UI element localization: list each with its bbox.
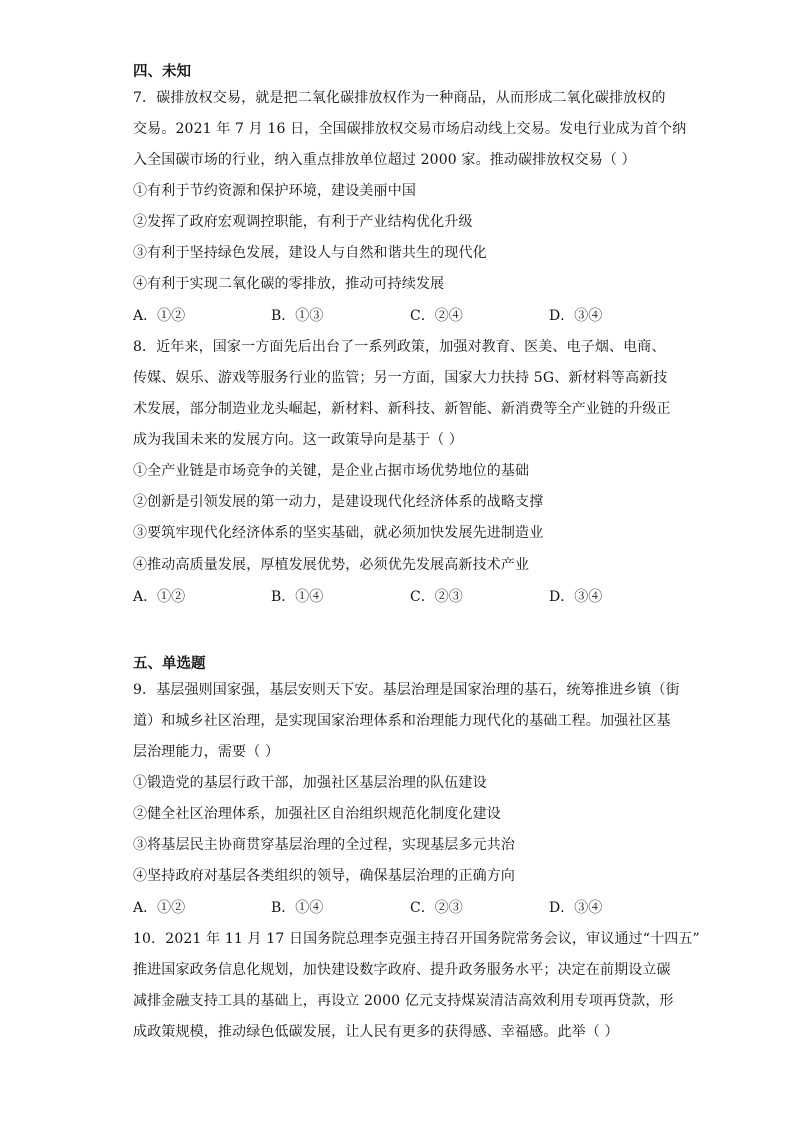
question-10-stem-line: 推进国家政务信息化规划，加快建设数字政府、提升政务服务水平；决定在前期设立碳 (133, 962, 671, 978)
question-7-statement-4: ④有利于实现二氧化碳的零排放，推动可持续发展 (133, 276, 445, 292)
question-7-stem-line: 入全国碳市场的行业，纳入重点排放单位超过 2000 家。推动碳排放权交易（ ） (133, 152, 636, 168)
question-8-stem-line: 术发展，部分制造业龙头崛起，新材料、新科技、新智能、新消费等全产业链的升级正 (133, 401, 671, 417)
question-9-option-d[interactable]: D．③④ (549, 900, 603, 916)
question-9-stem-line: 道）和城乡社区治理，是实现国家治理体系和治理能力现代化的基础工程。加强社区基 (133, 713, 671, 729)
question-9-option-b[interactable]: B．①④ (271, 900, 324, 916)
section-heading-single-choice: 五、单选题 (133, 656, 206, 672)
question-8-option-b[interactable]: B．①④ (271, 589, 324, 605)
question-10-stem-line: 成政策规模，推动绿色低碳发展，让人民有更多的获得感、幸福感。此举（ ） (133, 1024, 619, 1040)
question-7-option-d[interactable]: D．③④ (549, 308, 603, 324)
question-9-statement-4: ④坚持政府对基层各类组织的领导，确保基层治理的正确方向 (133, 868, 516, 884)
question-7-statement-3: ③有利于坚持绿色发展，建设人与自然和谐共生的现代化 (133, 245, 487, 261)
question-9-statement-2: ②健全社区治理体系，加强社区自治组织规范化制度化建设 (133, 806, 501, 822)
question-9-statement-3: ③将基层民主协商贯穿基层治理的全过程，实现基层多元共治 (133, 837, 516, 853)
question-9-statement-1: ①锻造党的基层行政干部，加强社区基层治理的队伍建设 (133, 775, 487, 791)
question-8-statement-1: ①全产业链是市场竞争的关键，是企业占据市场优势地位的基础 (133, 463, 530, 479)
question-7-option-a[interactable]: A．①② (133, 308, 186, 324)
question-9-stem-line: 9．基层强则国家强，基层安则天下安。基层治理是国家治理的基石，统筹推进乡镇（街 (133, 682, 680, 698)
question-8-option-a[interactable]: A．①② (133, 589, 186, 605)
question-7-option-b[interactable]: B．①③ (271, 308, 324, 324)
question-8-statement-3: ③要筑牢现代化经济体系的坚实基础，就必须加快发展先进制造业 (133, 525, 544, 541)
question-8-option-c[interactable]: C．②③ (410, 589, 463, 605)
question-10-stem-line: 减排金融支持工具的基础上，再设立 2000 亿元支持煤炭清洁高效利用专项再贷款，形 (133, 993, 674, 1009)
question-8-stem-line: 8．近年来，国家一方面先后出台了一系列政策，加强对教育、医美、电子烟、电商、 (133, 339, 666, 355)
question-9-option-c[interactable]: C．②③ (410, 900, 463, 916)
question-8-statement-2: ②创新是引领发展的第一动力，是建设现代化经济体系的战略支撑 (133, 494, 544, 510)
question-7-option-c[interactable]: C．②④ (410, 308, 463, 324)
question-8-stem-line: 成为我国未来的发展方向。这一政策导向是基于（ ） (133, 432, 464, 448)
question-7-stem-line: 7．碳排放权交易，就是把二氧化碳排放权作为一种商品，从而形成二氧化碳排放权的 (133, 90, 666, 106)
question-9-option-a[interactable]: A．①② (133, 900, 186, 916)
question-8-stem-line: 传媒、娱乐、游戏等服务行业的监管；另一方面，国家大力扶持 5G、新材料等高新技 (133, 370, 668, 386)
question-10-stem-line: 10．2021 年 11 月 17 日国务院总理李克强主持召开国务院常务会议，审议通过“十四五” (133, 931, 700, 947)
question-7-statement-2: ②发挥了政府宏观调控职能，有利于产业结构优化升级 (133, 214, 473, 230)
question-7-stem-line: 交易。2021 年 7 月 16 日，全国碳排放权交易市场启动线上交易。发电行业成为首个纳 (133, 121, 687, 137)
question-8-option-d[interactable]: D．③④ (549, 589, 603, 605)
question-9-stem-line: 层治理能力，需要（ ） (133, 744, 280, 760)
question-7-statement-1: ①有利于节约资源和保护环境，建设美丽中国 (133, 183, 416, 199)
section-heading-unknown: 四、未知 (133, 64, 191, 80)
question-8-statement-4: ④推动高质量发展，厚植发展优势，必须优先发展高新技术产业 (133, 557, 530, 573)
